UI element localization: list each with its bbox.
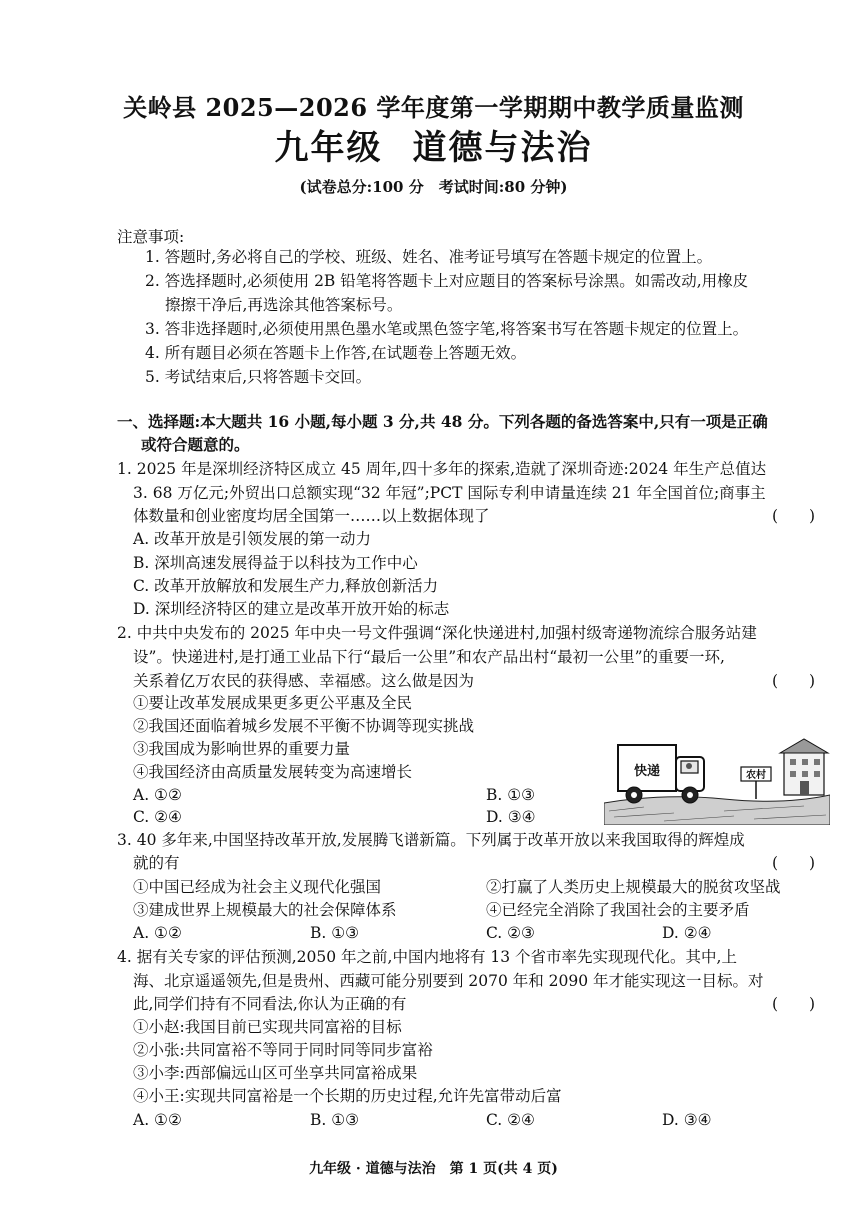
question-text: 就的有	[133, 854, 180, 872]
question-text: 体数量和创业密度均居全国第一……以上数据体现了	[133, 507, 490, 525]
question-text: 2. 中共中央发布的 2025 年中央一号文件强调“深化快递进村,加强村级寄递物流综合服务站建	[117, 624, 757, 642]
statement: ①小赵:我国目前已实现共同富裕的目标	[133, 1018, 402, 1036]
note-item: 擦擦干净后,再选涂其他答案标号。	[165, 296, 403, 314]
statement: ④已经完全消除了我国社会的主要矛盾	[486, 901, 750, 919]
question-text: 设”。快递进村,是打通工业品下行“最后一公里”和农产品出村“最初一公里”的重要一环,	[133, 648, 725, 666]
question-text: 4. 据有关专家的评估预测,2050 年之前,中国内地将有 13 个省市率先实现现代化。其中,上	[117, 948, 737, 966]
option-c: C. 改革开放解放和发展生产力,释放创新活力	[133, 577, 439, 595]
statement: ②小张:共同富裕不等同于同时同等同步富裕	[133, 1041, 433, 1059]
statement: ④我国经济由高质量发展转变为高速增长	[133, 763, 413, 781]
option-b: B. ①③	[310, 924, 360, 942]
option-d: D. 深圳经济特区的建立是改革开放开始的标志	[133, 600, 450, 618]
exam-title: 关岭县 2025—2026 学年度第一学期期中教学质量监测	[123, 93, 744, 122]
question-text: 关系着亿万农民的获得感、幸福感。这么做是因为	[133, 672, 475, 690]
exam-subject-title	[0, 120, 867, 169]
answer-blank: ( )	[772, 854, 816, 872]
statement: ③小李:西部偏远山区可坐享共同富裕成果	[133, 1064, 418, 1082]
section-heading-cont: 或符合题意的。	[141, 435, 250, 454]
question-text: 3. 68 万亿元;外贸出口总额实现“32 年冠”;PCT 国际专利申请量连续 21 年全国首位;商事主	[133, 484, 766, 502]
answer-blank: ( )	[772, 507, 816, 525]
option-b: B. ①③	[486, 786, 536, 804]
question-text: 此,同学们持有不同看法,你认为正确的有	[133, 995, 407, 1013]
note-item: 2. 答选择题时,必须使用 2B 铅笔将答题卡上对应题目的答案标号涂黑。如需改动,用橡皮	[145, 272, 749, 290]
option-c: C. ②④	[133, 808, 182, 826]
statement: ②打赢了人类历史上规模最大的脱贫攻坚战	[486, 878, 781, 896]
section-heading: 一、选择题:本大题共 16 小题,每小题 3 分,共 48 分。下列各题的备选答案中,只有一项是正确	[117, 412, 768, 431]
option-a: A. ①②	[133, 1111, 182, 1129]
option-d: D. ③④	[662, 1111, 712, 1129]
option-d: D. ③④	[486, 808, 536, 826]
note-item: 3. 答非选择题时,必须使用黑色墨水笔或黑色签字笔,将答案书写在答题卡规定的位置上。	[145, 320, 749, 338]
question-text: 1. 2025 年是深圳经济特区成立 45 周年,四十多年的探索,造就了深圳奇迹:2024 年生产总值达	[117, 460, 767, 478]
answer-blank: ( )	[772, 995, 816, 1013]
statement: ③建成世界上规模最大的社会保障体系	[133, 901, 397, 919]
note-item: 4. 所有题目必须在答题卡上作答,在试题卷上答题无效。	[145, 344, 527, 362]
option-d: D. ②④	[662, 924, 712, 942]
option-c: C. ②③	[486, 924, 535, 942]
option-a: A. ①②	[133, 786, 182, 804]
delivery-truck-illustration	[604, 733, 830, 825]
exam-info: (试卷总分:100 分 考试时间:80 分钟)	[299, 178, 568, 196]
notes-heading: 注意事项:	[117, 228, 185, 246]
statement: ③我国成为影响世界的重要力量	[133, 740, 351, 758]
option-b: B. ①③	[310, 1111, 360, 1129]
note-item: 5. 考试结束后,只将答题卡交回。	[145, 368, 372, 386]
page-footer: 九年级 · 道德与法治 第 1 页(共 4 页)	[309, 1161, 558, 1177]
option-b: B. 深圳高速发展得益于以科技为工作中心	[133, 554, 418, 572]
statement: ④小王:实现共同富裕是一个长期的历史过程,允许先富带动后富	[133, 1087, 562, 1105]
statement: ①要让改革发展成果更多更公平惠及全民	[133, 694, 413, 712]
answer-blank: ( )	[772, 672, 816, 690]
truck-label: 快递	[633, 764, 661, 779]
question-text: 海、北京遥遥领先,但是贵州、西藏可能分别要到 2070 年和 2090 年才能实现这一目标。对	[133, 972, 764, 990]
option-a: A. ①②	[133, 924, 182, 942]
sign-label: 农村	[746, 770, 766, 781]
subject-label: 道德与法治	[412, 128, 593, 168]
statement: ①中国已经成为社会主义现代化强国	[133, 878, 382, 896]
statement: ②我国还面临着城乡发展不平衡不协调等现实挑战	[133, 717, 475, 735]
grade-label: 九年级	[274, 128, 383, 168]
question-text: 3. 40 多年来,中国坚持改革开放,发展腾飞谱新篇。下列属于改革开放以来我国取得的辉煌成	[117, 831, 745, 849]
note-item: 1. 答题时,务必将自己的学校、班级、姓名、准考证号填写在答题卡规定的位置上。	[145, 248, 713, 266]
option-a: A. 改革开放是引领发展的第一动力	[133, 530, 372, 548]
option-c: C. ②④	[486, 1111, 535, 1129]
